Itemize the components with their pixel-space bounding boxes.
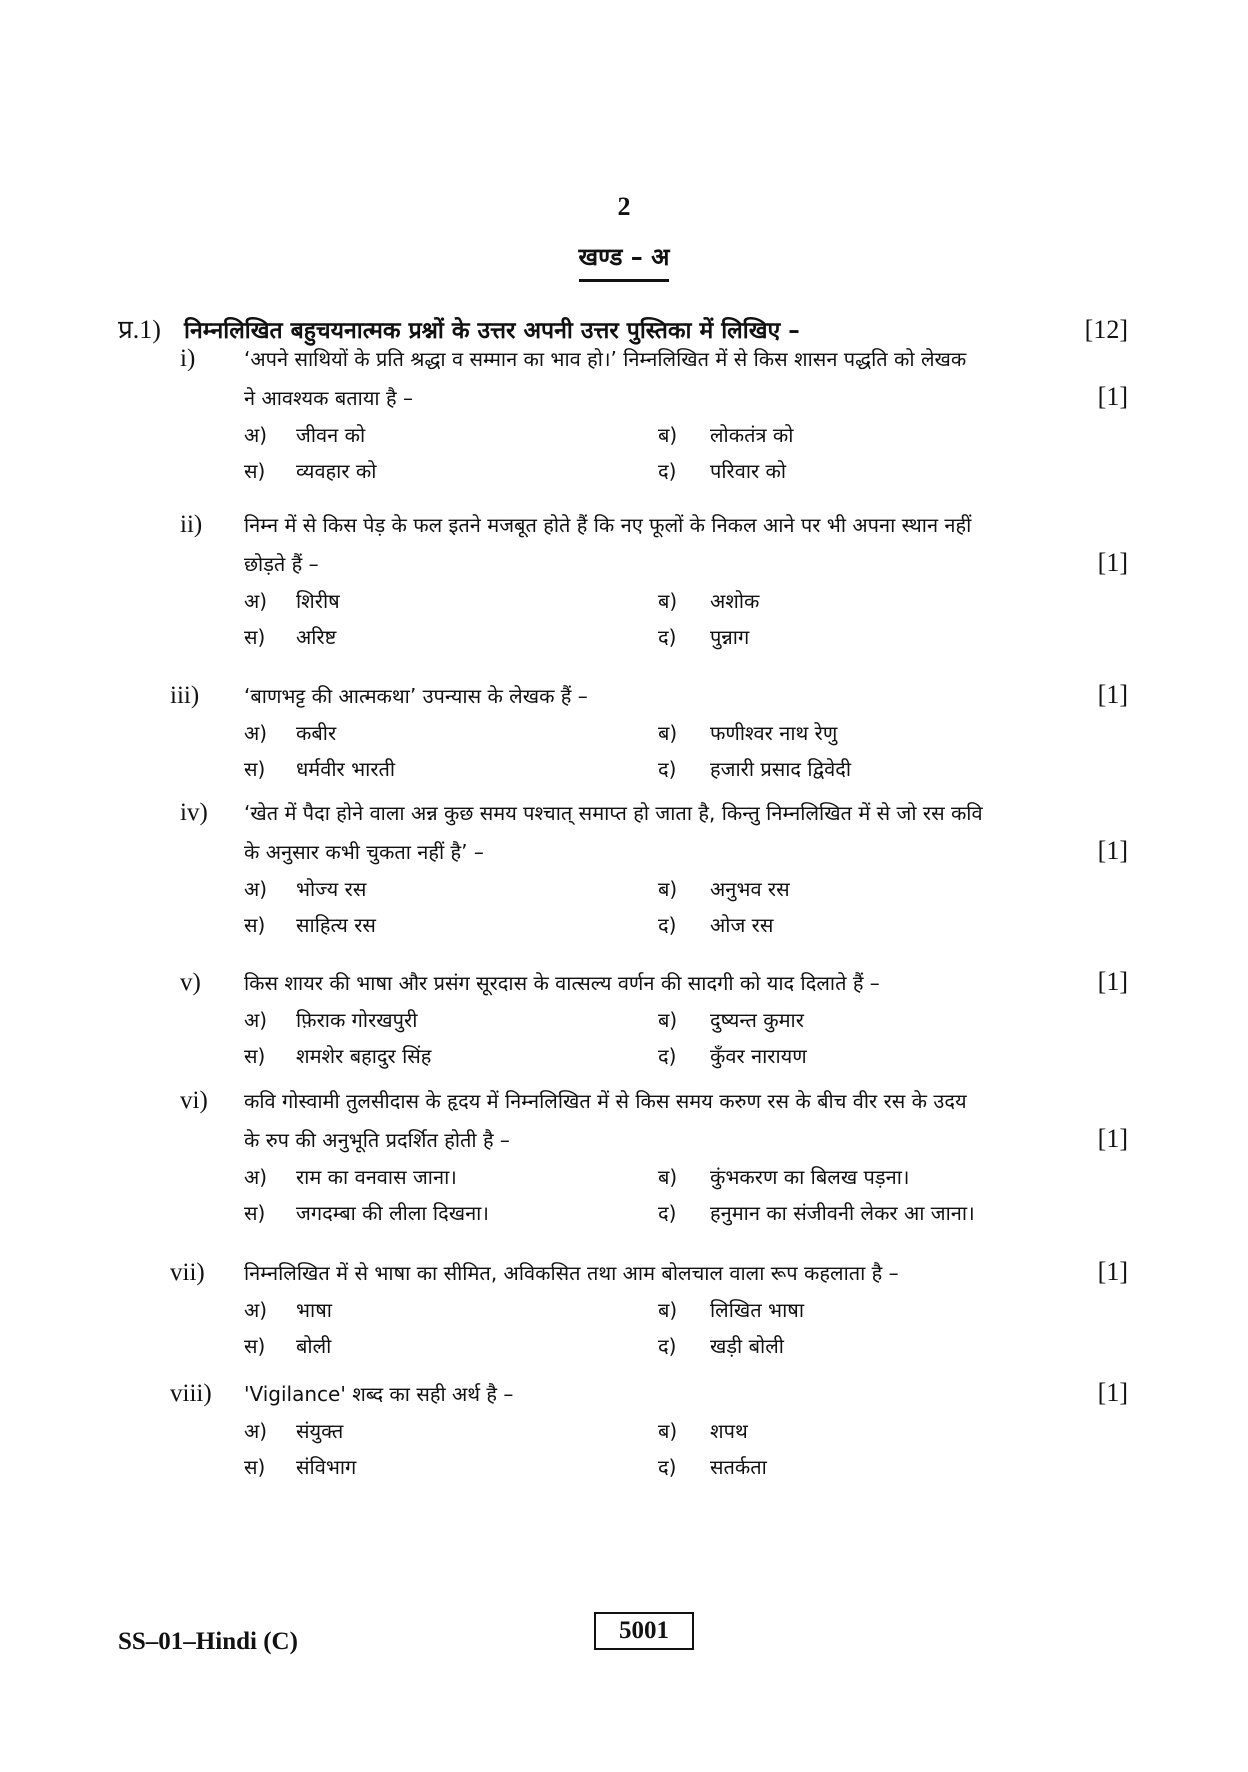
question-item [180,794,1128,943]
question-marks: [1] [1097,1257,1128,1286]
option [658,1328,1058,1364]
option [658,1413,1058,1449]
option [244,1159,658,1195]
option-text: कुँवर नारायण [710,1044,807,1068]
option [658,1038,1058,1074]
question-text: किस शायर की भाषा और प्रसंग सूरदास के वात्सल्य वर्णन की सादगी को याद दिलाते हैं – [244,971,880,995]
option [244,715,658,751]
question-item [180,506,1128,655]
question-text-continued: के रुप की अनुभूति प्रदर्शित होती है – [244,1128,510,1152]
question-text: निम्न में से किस पेड़ के फल इतने मजबूत होते हैं कि नए फूलों के निकल आने पर भी अपना स्थान नहीं [244,513,972,537]
option-label: अ) [244,423,268,447]
option [658,453,1058,489]
option [658,715,1058,751]
question-item [180,340,1128,489]
option-text: भोज्य रस [296,877,367,901]
option [658,751,1058,787]
option-label: द) [658,625,677,649]
option-text: बोली [296,1334,332,1358]
option-text: फ़िराक गोरखपुरी [296,1008,418,1032]
question-row [180,1082,1128,1120]
option [658,1292,1058,1328]
option-text: कुंभकरण का बिलख पड़ना। [710,1165,910,1189]
option [244,453,658,489]
option [244,1002,658,1038]
question-marks: [1] [1097,967,1128,996]
option [658,1159,1058,1195]
option-text: पुन्नाग [710,625,750,649]
option-label: ब) [658,589,678,613]
options-grid [244,583,1128,655]
option-label: द) [658,1455,677,1479]
question-marks: [1] [1097,1124,1128,1153]
option-text: संयुक्त [296,1419,344,1443]
option-text: कबीर [296,721,337,745]
option-label: ब) [658,877,678,901]
question-item [170,1253,1128,1364]
question-number: ii) [180,511,203,538]
question-row [170,1374,1128,1413]
question-continuation [180,544,1128,583]
question-item [170,676,1128,787]
option-label: द) [658,913,677,937]
option-label: स) [244,1334,266,1358]
question-text-continued: ने आवश्यक बताया है – [244,386,413,410]
option-text: शिरीष [296,589,340,613]
question-text: कवि गोस्वामी तुलसीदास के हृदय में निम्नलिखित में से किस समय करुण रस के बीच वीर रस के उदय [244,1089,967,1113]
section-title-text: खण्ड – अ [579,240,670,282]
question-marks: [1] [1097,1378,1128,1407]
option-text: भाषा [296,1298,332,1322]
option-label: अ) [244,1165,268,1189]
question-number: vii) [170,1259,205,1286]
option-label: द) [658,459,677,483]
option-text: दुष्यन्त कुमार [710,1008,804,1032]
question-text: ‘अपने साथियों के प्रति श्रद्धा व सम्मान का भाव हो।’ निम्नलिखित में से किस शासन पद्धति को लेखक [244,347,967,371]
option [658,619,1058,655]
question-row [180,794,1128,832]
option-label: स) [244,1201,266,1225]
option [658,417,1058,453]
option [244,583,658,619]
option-text: अनुभव रस [710,877,790,901]
page-number: 2 [617,192,631,221]
option-text: जीवन को [296,423,366,447]
option-text: जगदम्बा की लीला दिखना। [296,1201,489,1225]
options-grid [244,1002,1128,1074]
option [658,871,1058,907]
section-title [0,240,1248,282]
option-label: ब) [658,423,678,447]
question-continuation [180,378,1128,417]
option-text: खड़ी बोली [710,1334,784,1358]
option [244,1038,658,1074]
question-text: 'Vigilance' शब्द का सही अर्थ है – [244,1382,514,1406]
option [658,907,1058,943]
option-text: लिखित भाषा [710,1298,805,1322]
question-row [180,963,1128,1002]
option-text: धर्मवीर भारती [296,757,396,781]
option-label: द) [658,1201,677,1225]
question-number: viii) [170,1380,212,1407]
question-marks: [1] [1097,680,1128,709]
options-grid [244,1292,1128,1364]
option-label: अ) [244,1419,268,1443]
question-number: v) [180,969,201,996]
option-text: परिवार को [710,459,787,483]
option-label: द) [658,1044,677,1068]
question-item [170,1374,1128,1485]
options-grid [244,417,1128,489]
option [244,619,658,655]
option [244,871,658,907]
option-text: ओज रस [710,913,774,937]
question-number: vi) [180,1087,208,1114]
main-question-text: निम्नलिखित बहुचयनात्मक प्रश्नों के उत्तर अपनी उत्तर पुस्तिका में लिखिए – [184,318,800,344]
option-label: द) [658,1334,677,1358]
options-grid [244,1413,1128,1485]
option-text: शपथ [710,1419,748,1443]
option-text: हनुमान का संजीवनी लेकर आ जाना। [710,1201,975,1225]
option-label: ब) [658,1298,678,1322]
question-text: ‘बाणभट्ट की आत्मकथा’ उपन्यास के लेखक हैं – [244,684,588,708]
option-text: फणीश्वर नाथ रेणु [710,721,838,745]
option-label: स) [244,459,266,483]
boxed-code: 5001 [594,1612,694,1650]
option [244,1449,658,1485]
main-question-number: प्र.1) [118,315,161,344]
option-label: द) [658,757,677,781]
option-label: अ) [244,1008,268,1032]
question-row [180,506,1128,544]
options-grid [244,715,1128,787]
option-label: अ) [244,1298,268,1322]
question-text: निम्नलिखित में से भाषा का सीमित, अविकसित तथा आम बोलचाल वाला रूप कहलाता है – [244,1261,899,1285]
option-label: अ) [244,721,268,745]
option-label: ब) [658,1008,678,1032]
question-text: ‘खेत में पैदा होने वाला अन्न कुछ समय पश्चात् समाप्त हो जाता है, किन्तु निम्नलिखित में से जो रस कवि [244,801,983,825]
options-grid [244,1159,1128,1231]
option-text: लोकतंत्र को [710,423,794,447]
question-text-continued: के अनुसार कभी चुकता नहीं है’ – [244,840,484,864]
option-label: अ) [244,877,268,901]
question-marks: [1] [1097,836,1128,865]
option-text: व्यवहार को [296,459,377,483]
paper-code: SS–01–Hindi (C) [118,1628,298,1655]
option-text: साहित्य रस [296,913,376,937]
option-text: हजारी प्रसाद द्विवेदी [710,757,852,781]
question-item [180,963,1128,1074]
option-label: स) [244,1044,266,1068]
question-number: i) [180,345,196,372]
option-text: अशोक [710,589,760,613]
option-text: अरिष्ट [296,625,337,649]
option-label: ब) [658,1165,678,1189]
option-text: सतर्कता [710,1455,767,1479]
option-label: स) [244,913,266,937]
question-marks: [1] [1097,548,1128,577]
question-marks: [1] [1097,382,1128,411]
options-grid [244,871,1128,943]
option [244,1292,658,1328]
question-continuation [180,1120,1128,1159]
option [244,417,658,453]
question-number: iii) [170,682,200,709]
option-text: संविभाग [296,1455,357,1479]
option-label: स) [244,1455,266,1479]
option-text: राम का वनवास जाना। [296,1165,457,1189]
question-text-continued: छोड़ते हैं – [244,552,319,576]
option [244,1195,658,1231]
option [658,1002,1058,1038]
question-row [170,1253,1128,1292]
question-continuation [180,832,1128,871]
question-number: iv) [180,799,208,826]
option-text: शमशेर बहादुर सिंह [296,1044,432,1068]
option [244,1328,658,1364]
question-row [170,676,1128,715]
option [244,1413,658,1449]
question-row [180,340,1128,378]
option-label: ब) [658,1419,678,1443]
option [244,907,658,943]
question-item [180,1082,1128,1231]
option [658,583,1058,619]
main-question-marks: [12] [1084,315,1128,344]
option-label: स) [244,757,266,781]
option-label: ब) [658,721,678,745]
option-label: स) [244,625,266,649]
option-label: अ) [244,589,268,613]
option [658,1449,1058,1485]
option [658,1195,1058,1231]
option [244,751,658,787]
